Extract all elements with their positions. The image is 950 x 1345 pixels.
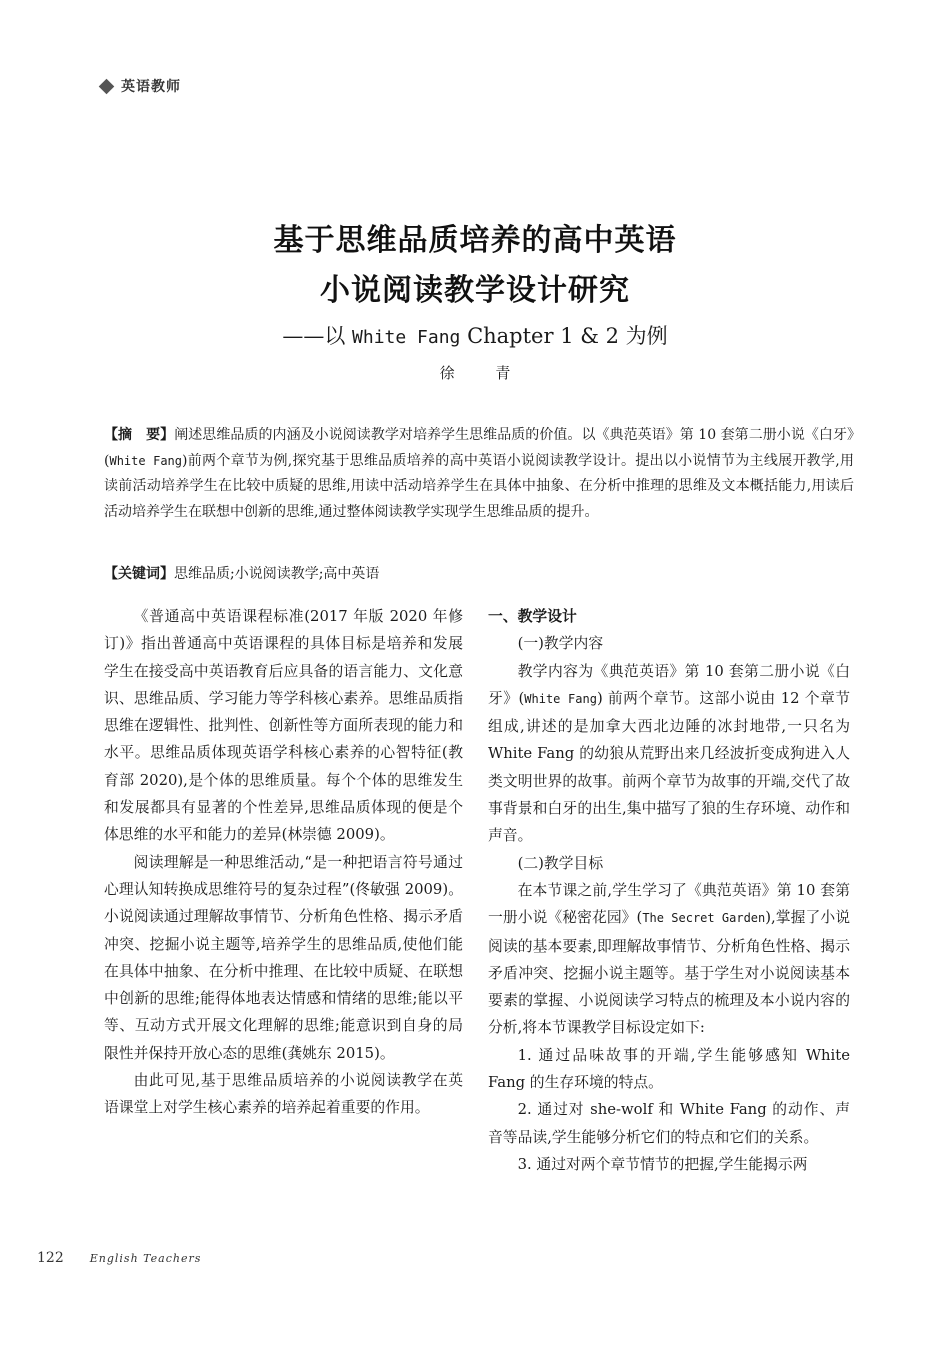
abstract-label: 【摘 要】 [104,427,175,443]
abstract-text-1: 阐述思维品质的内涵及小说阅读教学对培养学生思维品质的价值。以《典范英语》第 10 套第二册小说《白牙》( [104,427,854,469]
goal-item: 1. 通过品味故事的开端,学生能够感知 White Fang 的生存环境的特点。 [488,1046,850,1092]
keywords-label: 【关键词】 [104,566,174,582]
section-heading: 一、教学设计 [488,608,577,625]
goal-item: 2. 通过对 she-wolf 和 White Fang 的动作、声音等品读,学生能够分析它们的特点和它们的关系。 [488,1101,850,1146]
keywords-text: 思维品质;小说阅读教学;高中英语 [174,566,380,582]
text: ),掌握了小说阅读的基本要素,即理解故事情节、分析角色性格、揭示矛盾冲突、挖掘小说主题等。基于学生对小说阅读基本要素的掌握、小说阅读学习特点的梳理及本小说内容的分析,将本节课教学目标设定如下: [488,909,850,1037]
book-title: The Secret Garden [642,911,766,926]
page-number: 122 [37,1250,64,1266]
journal-english-name: English Teachers [89,1252,202,1265]
paragraph: 阅读理解是一种思维活动,“是一种把语言符号通过心理认知转换成思维符号的复杂过程”(佟敏强 2009)。小说阅读通过理解故事情节、分析角色性格、揭示矛盾冲突、挖掘小说主题等,培养学生的思维品质,使他们能在具体中抽象、在分析中推理、在比较中质疑、在联想中创新的思维;能得体地表达情感和情绪的思维;能以平等、互动方式开展文化理解的思维;能意识到自身的局限性并保持开放心态的思维(龚姚东 2015)。 [104,853,463,1062]
subtitle [0,316,950,358]
abstract-book: White Fang [109,453,182,468]
page-footer [37,1250,201,1266]
text: ) 前两个章节。这部小说由 12 个章节组成,讲述的是加拿大西北边陲的冰封地带,一只名为 White Fang 的幼狼从荒野出来几经波折变成狗进入人类文明世界的故事。前两个章节为故事的开端,交代了故事背景和白牙的出生,集中描写了狼的生存环境、动作和声音。 [488,689,850,845]
title-line-1: 基于思维品质培养的高中英语 [273,223,677,258]
left-column [104,603,463,1122]
paragraph [488,877,850,1042]
book-title: White Fang [524,691,597,706]
journal-name: 英语教师 [121,79,181,95]
paragraph: 《普通高中英语课程标准(2017 年版 2020 年修订)》指出普通高中英语课程的具体目标是培养和发展学生在接受高中英语教育后应具备的语言能力、文化意识、思维品质、学习能力等学科核心素养。思维品质指思维在逻辑性、批判性、创新性等方面所表现的能力和水平。思维品质体现英语学科核心素养的心智特征(教育部 2020),是个体的思维质量。每个个体的思维发生和发展都具有显著的个性差异,思维品质体现的便是个体思维的水平和能力的差异(林崇德 2009)。 [104,608,463,844]
paragraph: 由此可见,基于思维品质培养的小说阅读教学在英语课堂上对学生核心素养的培养起着重要的作用。 [104,1072,463,1117]
keywords [104,561,854,587]
text: 在本节课之前,学生学习了《典范英语》第 10 套第一册小说《秘密花园》( [488,881,850,927]
abstract [104,423,854,525]
author: 徐 青 [439,364,529,382]
title-block [0,216,950,388]
diamond-icon [99,78,115,94]
text: 教学内容为《典范英语》第 10 套第二册小说《白牙》( [488,662,850,707]
subtitle-suffix: Chapter 1 & 2 为例 [460,324,668,348]
goal-item: 3. 通过对两个章节情节的把握,学生能揭示两 [517,1155,808,1173]
subtitle-book: White Fang [352,327,461,348]
title-line-2: 小说阅读教学设计研究 [320,273,630,308]
subsection-heading: (二)教学目标 [517,854,604,872]
abstract-text-2: )前两个章节为例,探究基于思维品质培养的高中英语小说阅读教学设计。提出以小说情节为主线展开教学,用读前活动培养学生在比较中质疑的思维,用读中活动培养学生在具体中抽象、在分析中推理的思维及文本概括能力,用读后活动培养学生在联想中创新的思维,通过整体阅读教学实现学生思维品质的提升。 [104,452,854,520]
subsection-heading: (一)教学内容 [517,635,604,653]
right-column [488,603,850,1178]
paragraph [488,658,850,850]
journal-header [101,76,181,96]
subtitle-prefix: ——以 [282,324,353,348]
